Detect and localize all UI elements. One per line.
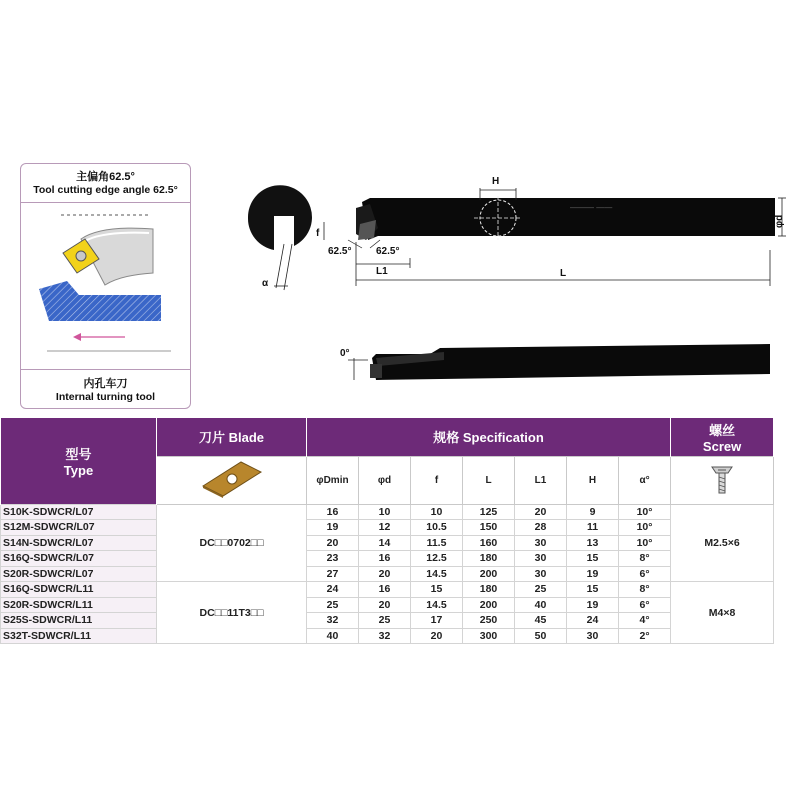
value-cell: 50 — [515, 628, 567, 644]
value-cell: 12 — [359, 520, 411, 536]
value-cell: 30 — [515, 551, 567, 567]
value-cell: 15 — [567, 551, 619, 567]
value-cell: 30 — [515, 535, 567, 551]
type-header — [1, 418, 157, 504]
value-cell: 8° — [619, 551, 671, 567]
value-cell: 16 — [307, 504, 359, 520]
model-cell: S14N-SDWCR/L07 — [1, 535, 157, 551]
value-cell: 25 — [307, 597, 359, 613]
screw-header-cn: 螺丝 — [709, 422, 736, 438]
card-footer-en: Internal turning tool — [55, 391, 156, 403]
blade-insert-icon — [197, 458, 267, 500]
card-footer — [21, 369, 190, 409]
value-cell: 150 — [463, 520, 515, 536]
type-header-en: Type — [63, 462, 94, 478]
value-cell: 10.5 — [411, 520, 463, 536]
value-cell: 180 — [463, 582, 515, 598]
value-cell: 6° — [619, 597, 671, 613]
dim-f-label: f — [316, 228, 320, 239]
value-cell: 17 — [411, 613, 463, 629]
value-cell: 27 — [307, 566, 359, 582]
model-cell: S16Q-SDWCR/L11 — [1, 582, 157, 598]
value-cell: 19 — [567, 597, 619, 613]
value-cell: 15 — [411, 582, 463, 598]
bar-side-view — [340, 344, 770, 380]
svg-text:——— ——: ——— —— — [570, 203, 613, 212]
dim-L-label: L — [560, 268, 567, 279]
table-row — [1, 597, 774, 613]
card-header — [21, 164, 190, 203]
value-cell: 12.5 — [411, 551, 463, 567]
value-cell: 19 — [307, 520, 359, 536]
value-cell: 30 — [515, 566, 567, 582]
value-cell: 20 — [515, 504, 567, 520]
bar-top-view — [356, 196, 775, 240]
value-cell: 8° — [619, 582, 671, 598]
turning-illustration-svg — [21, 203, 189, 369]
value-cell: 180 — [463, 551, 515, 567]
value-cell: 6° — [619, 566, 671, 582]
screw-header — [671, 418, 774, 456]
value-cell: 2° — [619, 628, 671, 644]
value-cell: 10 — [359, 504, 411, 520]
value-cell: 14 — [359, 535, 411, 551]
blade-cell: DC□□11T3□□ — [157, 582, 307, 644]
info-card — [20, 163, 191, 409]
value-cell: 20 — [307, 535, 359, 551]
value-cell: 10° — [619, 535, 671, 551]
model-cell: S10K-SDWCR/L07 — [1, 504, 157, 520]
value-cell: 13 — [567, 535, 619, 551]
screw-icon-cell — [671, 456, 774, 504]
model-cell: S12M-SDWCR/L07 — [1, 520, 157, 536]
end-view — [248, 185, 312, 290]
col-header-6: α° — [619, 456, 671, 504]
spec-table — [0, 418, 774, 644]
value-cell: 32 — [307, 613, 359, 629]
value-cell: 14.5 — [411, 597, 463, 613]
value-cell: 23 — [307, 551, 359, 567]
table-row — [1, 535, 774, 551]
col-header-3: L — [463, 456, 515, 504]
col-header-4: L1 — [515, 456, 567, 504]
value-cell: 40 — [307, 628, 359, 644]
value-cell: 25 — [359, 613, 411, 629]
value-cell: 10° — [619, 520, 671, 536]
value-cell: 125 — [463, 504, 515, 520]
value-cell: 40 — [515, 597, 567, 613]
value-cell: 160 — [463, 535, 515, 551]
spec-header: 规格 Specification — [307, 418, 671, 456]
table-row — [1, 613, 774, 629]
value-cell: 10° — [619, 504, 671, 520]
table-row — [1, 582, 774, 598]
table-row — [1, 628, 774, 644]
zero-deg-label: 0° — [340, 348, 350, 359]
model-cell: S20R-SDWCR/L11 — [1, 597, 157, 613]
table-row — [1, 551, 774, 567]
value-cell: 11.5 — [411, 535, 463, 551]
screw-cell: M2.5×6 — [671, 504, 774, 582]
value-cell: 16 — [359, 582, 411, 598]
value-cell: 16 — [359, 551, 411, 567]
dim-H-label: H — [492, 176, 500, 187]
model-cell: S20R-SDWCR/L07 — [1, 566, 157, 582]
value-cell: 14.5 — [411, 566, 463, 582]
value-cell: 24 — [567, 613, 619, 629]
col-header-2: f — [411, 456, 463, 504]
value-cell: 28 — [515, 520, 567, 536]
angle-right-label: 62.5° — [376, 246, 400, 257]
dim-d-label: φd — [774, 214, 785, 228]
col-header-1: φd — [359, 456, 411, 504]
model-cell: S32T-SDWCR/L11 — [1, 628, 157, 644]
screw-icon — [704, 461, 740, 497]
blade-header: 刀片 Blade — [157, 418, 307, 456]
value-cell: 20 — [359, 597, 411, 613]
blade-insert-cell — [157, 456, 307, 504]
value-cell: 10 — [411, 504, 463, 520]
value-cell: 300 — [463, 628, 515, 644]
value-cell: 32 — [359, 628, 411, 644]
value-cell: 20 — [359, 566, 411, 582]
screw-header-en: Screw — [702, 438, 742, 454]
value-cell: 250 — [463, 613, 515, 629]
value-cell: 20 — [411, 628, 463, 644]
card-footer-cn: 内孔车刀 — [83, 378, 128, 390]
angle-left-label: 62.5° — [328, 246, 352, 257]
screw-cell: M4×8 — [671, 582, 774, 644]
table-row — [1, 566, 774, 582]
col-header-5: H — [567, 456, 619, 504]
card-title-cn: 主偏角62.5° — [76, 171, 135, 183]
value-cell: 30 — [567, 628, 619, 644]
value-cell: 45 — [515, 613, 567, 629]
value-cell: 24 — [307, 582, 359, 598]
value-cell: 11 — [567, 520, 619, 536]
value-cell: 4° — [619, 613, 671, 629]
value-cell: 200 — [463, 597, 515, 613]
dim-L1-label: L1 — [376, 266, 388, 277]
value-cell: 15 — [567, 582, 619, 598]
table-row — [1, 504, 774, 520]
type-header-cn: 型号 — [65, 446, 92, 462]
turning-illustration — [21, 203, 190, 369]
value-cell: 19 — [567, 566, 619, 582]
value-cell: 200 — [463, 566, 515, 582]
model-cell: S25S-SDWCR/L11 — [1, 613, 157, 629]
blade-cell: DC□□0702□□ — [157, 504, 307, 582]
col-header-0: φDmin — [307, 456, 359, 504]
tool-drawing — [230, 168, 790, 408]
value-cell: 9 — [567, 504, 619, 520]
alpha-label: α — [262, 278, 269, 289]
value-cell: 25 — [515, 582, 567, 598]
table-row — [1, 520, 774, 536]
model-cell: S16Q-SDWCR/L07 — [1, 551, 157, 567]
card-title-en: Tool cutting edge angle 62.5° — [33, 184, 178, 196]
